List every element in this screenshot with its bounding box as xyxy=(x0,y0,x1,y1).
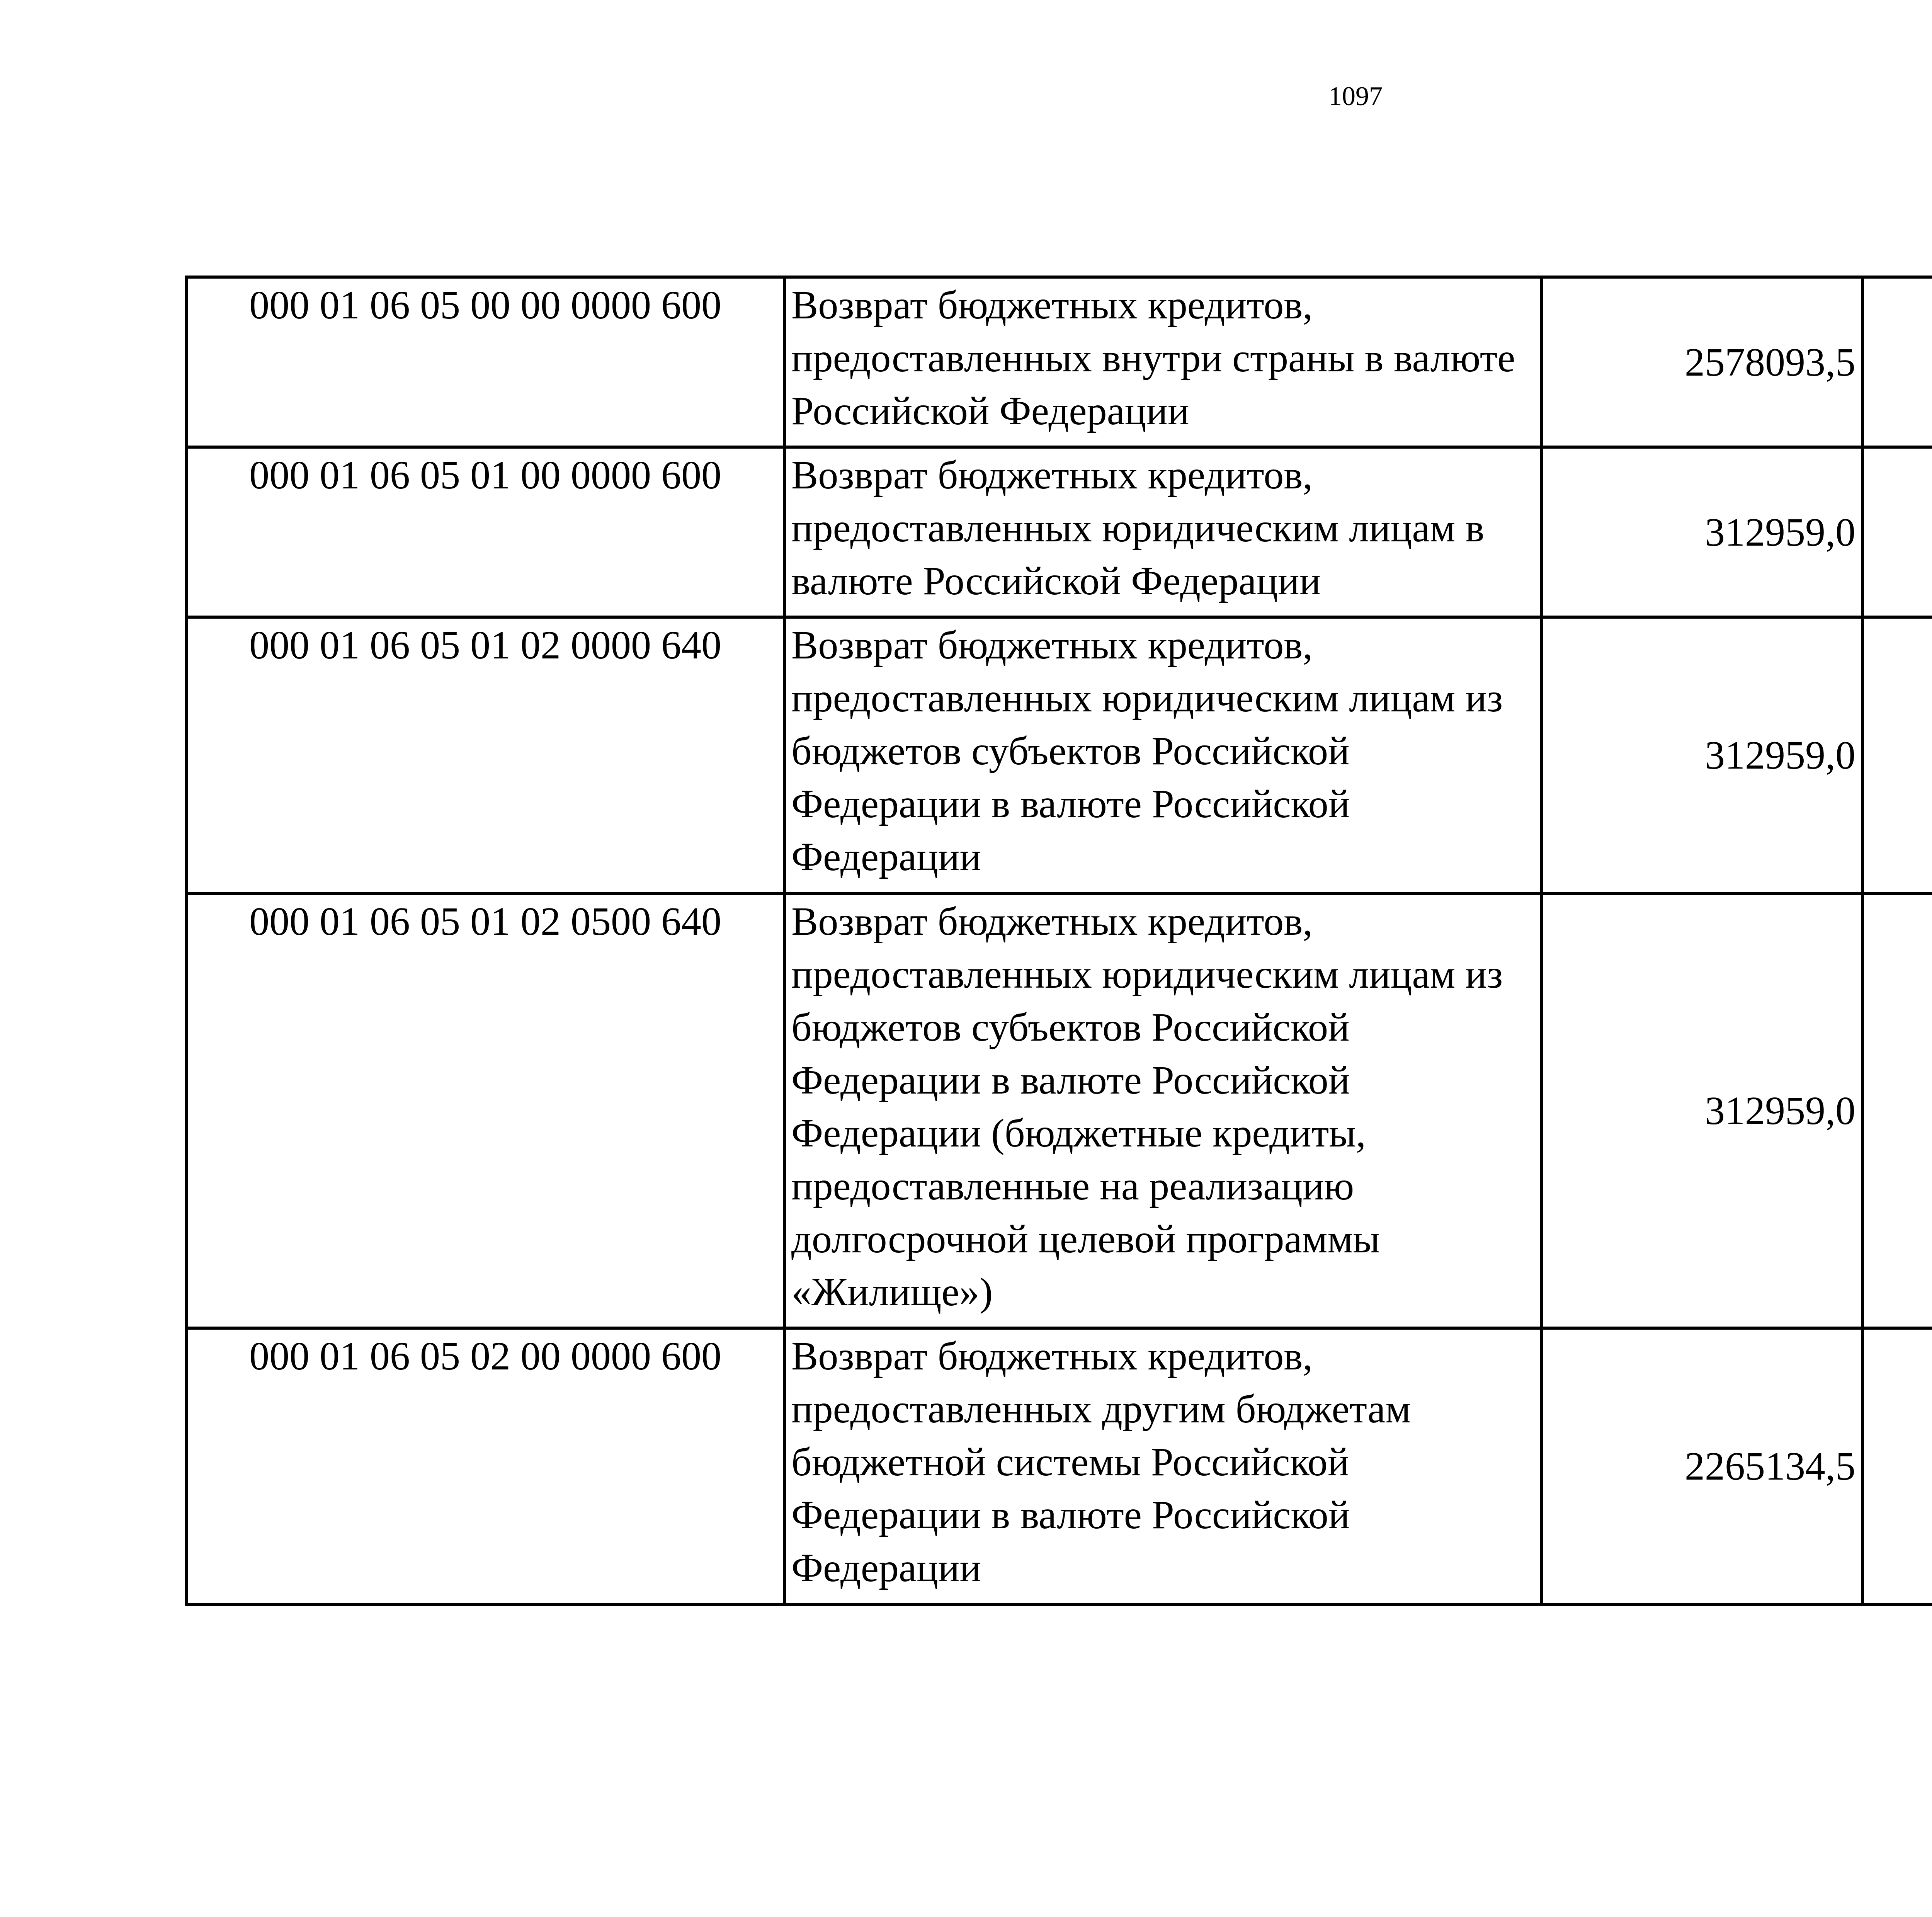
value-cell-2 xyxy=(1862,1328,1932,1604)
value-cell-1: 2578093,5 xyxy=(1542,277,1862,447)
value-cell-1: 312959,0 xyxy=(1542,617,1862,893)
description-cell: Возврат бюджетных кредитов, предоставленных внутри страны в валюте Российской Федерации xyxy=(784,277,1542,447)
table-row xyxy=(186,1328,1932,1604)
description-cell: Возврат бюджетных кредитов, предоставленных юридическим лицам из бюджетов субъектов Российской Федерации в валюте Российской Федерации xyxy=(784,617,1542,893)
page-number: 1097 xyxy=(1328,82,1383,111)
budget-code-cell: 000 01 06 05 02 00 0000 600 xyxy=(186,1328,784,1604)
description-cell: Возврат бюджетных кредитов, предоставленных юридическим лицам в валюте Российской Федерации xyxy=(784,447,1542,617)
description-cell: Возврат бюджетных кредитов, предоставленных другим бюджетам бюджетной системы Российской Федерации в валюте Российской Федерации xyxy=(784,1328,1542,1604)
budget-code-cell: 000 01 06 05 01 02 0500 640 xyxy=(186,893,784,1328)
value-cell-2 xyxy=(1862,277,1932,447)
table-row xyxy=(186,277,1932,447)
table-row xyxy=(186,617,1932,893)
value-cell-2 xyxy=(1862,893,1932,1328)
value-cell-2 xyxy=(1862,617,1932,893)
value-cell-1: 312959,0 xyxy=(1542,893,1862,1328)
value-cell-1: 2265134,5 xyxy=(1542,1328,1862,1604)
table-row xyxy=(186,447,1932,617)
value-cell-1: 312959,0 xyxy=(1542,447,1862,617)
budget-code-cell: 000 01 06 05 00 00 0000 600 xyxy=(186,277,784,447)
description-cell: Возврат бюджетных кредитов, предоставленных юридическим лицам из бюджетов субъектов Российской Федерации в валюте Российской Федерации (бюджетные кредиты, предоставленные на реализацию долгосрочной целевой программы «Жилище») xyxy=(784,893,1542,1328)
budget-code-cell: 000 01 06 05 01 02 0000 640 xyxy=(186,617,784,893)
value-cell-2 xyxy=(1862,447,1932,617)
budget-code-cell: 000 01 06 05 01 00 0000 600 xyxy=(186,447,784,617)
table-row xyxy=(186,893,1932,1328)
budget-sources-table xyxy=(185,276,1932,1606)
